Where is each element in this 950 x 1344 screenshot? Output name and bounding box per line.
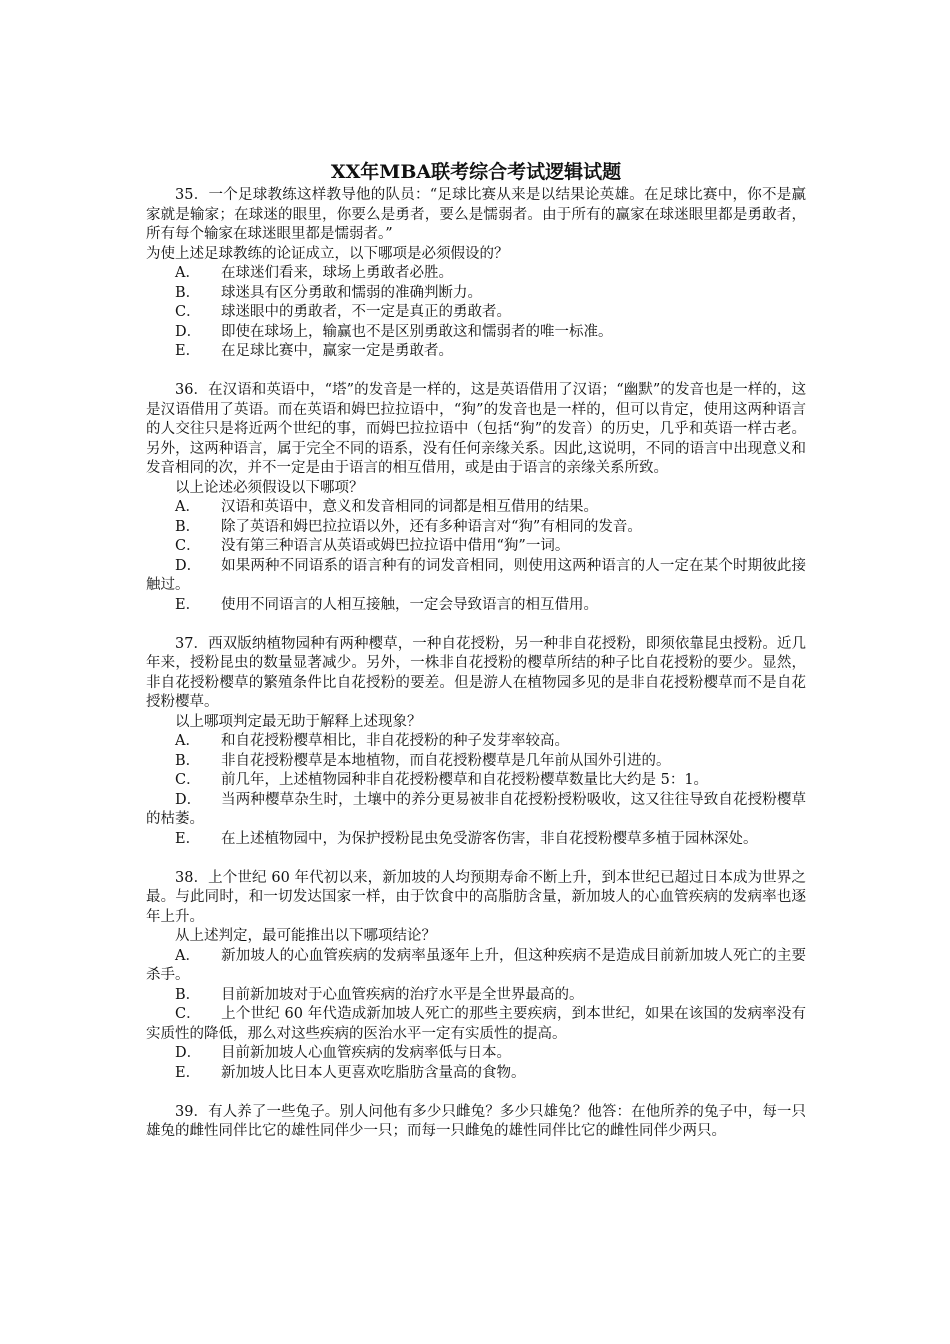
- option-text: 前几年，上述植物园种非自花授粉樱草和自花授粉樱草数量比大约是 5：1。: [221, 772, 709, 788]
- option-label: D．: [175, 557, 202, 574]
- option-text: 目前新加坡对于心血管疾病的治疗水平是全世界最高的。: [221, 986, 584, 1003]
- question-prompt: 为使上述足球教练的论证成立，以下哪项是必须假设的？: [146, 245, 509, 262]
- question-35: [146, 186, 806, 362]
- option-label: B．: [175, 752, 201, 769]
- option-label: D．: [175, 791, 202, 808]
- option-label: A．: [175, 947, 200, 964]
- option-text: 当两种樱草杂生时，土壤中的养分更易被非自花授粉授粉吸收，这又往往导致自花授粉樱草的枯萎。: [146, 791, 806, 827]
- option-c: [146, 1005, 806, 1044]
- option-label: A．: [175, 499, 200, 515]
- option-c: [146, 537, 806, 557]
- option-a: [146, 264, 806, 284]
- option-b: [146, 752, 806, 772]
- question-prompt: 以上论述必须假设以下哪项？: [175, 479, 364, 496]
- option-label: A．: [175, 265, 200, 281]
- option-label: D．: [175, 1045, 202, 1061]
- document-title: XX年MBA联考综合考试逻辑试题: [330, 161, 622, 183]
- option-a: [146, 732, 806, 752]
- option-b: [146, 518, 806, 538]
- question-37: [146, 635, 806, 850]
- option-label: E．: [175, 830, 201, 847]
- option-label: D．: [175, 323, 202, 340]
- paragraph-gap: [146, 615, 806, 635]
- option-a: [146, 947, 806, 986]
- option-label: E．: [175, 343, 201, 359]
- option-text: 在上述植物园中，为保护授粉昆虫免受游客伤害，非自花授粉樱草多植于园林深处。: [221, 830, 758, 847]
- question-39: [146, 1103, 806, 1142]
- option-label: B．: [175, 986, 201, 1003]
- question-38: [146, 869, 806, 1084]
- paragraph-gap: [146, 849, 806, 869]
- option-label: C．: [175, 1006, 201, 1022]
- option-label: E．: [175, 596, 201, 613]
- option-b: [146, 986, 806, 1006]
- option-text: 没有第三种语言从英语或姆巴拉拉语中借用“狗”一词。: [221, 538, 570, 554]
- option-c: [146, 771, 806, 791]
- option-text: 如果两种不同语系的语言种有的词发音相同，则使用这两种语言的人一定在某个时期彼此接触过。: [146, 557, 806, 593]
- option-label: C．: [175, 304, 201, 320]
- option-label: A．: [175, 733, 200, 749]
- option-text: 球迷眼中的勇敢者，不一定是真正的勇敢者。: [221, 304, 511, 320]
- option-e: [146, 596, 806, 616]
- option-text: 上个世纪 60 年代造成新加坡人死亡的那些主要疾病，到本世纪，如果在该国的发病率没有实质性的降低，那么对这些疾病的医治水平一定有实质性的提高。: [146, 1006, 806, 1042]
- option-b: [146, 284, 806, 304]
- option-label: B．: [175, 284, 201, 301]
- option-e: [146, 342, 806, 362]
- option-text: 在球迷们看来，球场上勇敢者必胜。: [221, 265, 453, 281]
- option-a: [146, 498, 806, 518]
- option-d: [146, 557, 806, 596]
- option-text: 和自花授粉樱草相比，非自花授粉的种子发芽率较高。: [221, 733, 569, 749]
- paragraph-gap: [146, 1083, 806, 1103]
- option-text: 在足球比赛中，赢家一定是勇敢者。: [221, 343, 453, 359]
- paragraph-gap: [146, 362, 806, 382]
- option-text: 即使在球场上，输赢也不是区别勇敢这和懦弱者的唯一标准。: [221, 323, 613, 340]
- option-text: 非自花授粉樱草是本地植物，而自花授粉樱草是几年前从国外引进的。: [221, 752, 671, 769]
- document-page: [146, 160, 806, 1142]
- option-text: 新加坡人比日本人更喜欢吃脂肪含量高的食物。: [221, 1064, 526, 1081]
- option-text: 使用不同语言的人相互接触，一定会导致语言的相互借用。: [221, 596, 598, 613]
- question-36: [146, 381, 806, 615]
- option-d: [146, 791, 806, 830]
- option-d: [146, 1044, 806, 1064]
- question-prompt: 以上哪项判定最无助于解释上述现象？: [175, 713, 422, 730]
- option-text: 除了英语和姆巴拉拉语以外，还有多种语言对“狗”有相同的发音。: [221, 518, 642, 535]
- option-text: 球迷具有区分勇敢和懦弱的准确判断力。: [221, 284, 482, 301]
- option-label: C．: [175, 538, 201, 554]
- option-c: [146, 303, 806, 323]
- question-stem: 37．西双版纳植物园种有两种樱草，一种自花授粉，另一种非自花授粉，即须依靠昆虫授粉。近几年来，授粉昆虫的数量显著减少。另外，一株非自花授粉的樱草所结的种子比自花授粉的要少。显然，非自花授粉樱草的繁殖条件比自花授粉的要差。但是游人在植物园多见的是非自花授粉樱草而不是自花授粉樱草。: [146, 635, 806, 710]
- option-label: C．: [175, 772, 201, 788]
- question-stem: 38．上个世纪 60 年代初以来，新加坡的人均预期寿命不断上升，到本世纪已超过日本成为世界之最。与此同时，和一切发达国家一样，由于饮食中的高脂肪含量，新加坡人的心血管疾病的发病率也逐年上升。: [146, 869, 806, 925]
- option-text: 汉语和英语中，意义和发音相同的词都是相互借用的结果。: [221, 499, 598, 515]
- option-d: [146, 323, 806, 343]
- option-label: B．: [175, 518, 201, 535]
- option-label: E．: [175, 1064, 201, 1081]
- question-stem: 39．有人养了一些兔子。别人问他有多少只雌兔？多少只雄兔？他答：在他所养的兔子中，每一只雄兔的雌性同伴比它的雄性同伴少一只；而每一只雌兔的雄性同伴比它的雌性同伴少两只。: [146, 1103, 806, 1139]
- option-e: [146, 830, 806, 850]
- option-e: [146, 1064, 806, 1084]
- question-prompt: 从上述判定，最可能推出以下哪项结论？: [175, 928, 436, 944]
- question-stem: 35．一个足球教练这样教导他的队员：“足球比赛从来是以结果论英雄。在足球比赛中，你不是赢家就是输家；在球迷的眼里，你要么是勇者，要么是懦弱者。由于所有的赢家在球迷眼里都是勇敢者，所有每个输家在球迷眼里都是懦弱者。”: [146, 187, 806, 242]
- option-text: 新加坡人的心血管疾病的发病率虽逐年上升，但这种疾病不是造成目前新加坡人死亡的主要杀手。: [146, 947, 806, 983]
- question-stem: 36．在汉语和英语中，“塔”的发音是一样的，这是英语借用了汉语；“幽默”的发音也是一样的，这是汉语借用了英语。而在英语和姆巴拉拉语中，“狗”的发音也是一样的，但可以肯定，使用这两种语言的人交往只是将近两个世纪的事，而姆巴拉拉语中（包括“狗”的发音）的历史，几乎和英语一样古老。另外，这两种语言，属于完全不同的语系，没有任何亲缘关系。因此,这说明，不同的语言中出现意义和发音相同的次，并不一定是由于语言的相互借用，或是由于语言的亲缘关系所致。: [146, 382, 806, 476]
- option-text: 目前新加坡人心血管疾病的发病率低与日本。: [221, 1045, 511, 1061]
